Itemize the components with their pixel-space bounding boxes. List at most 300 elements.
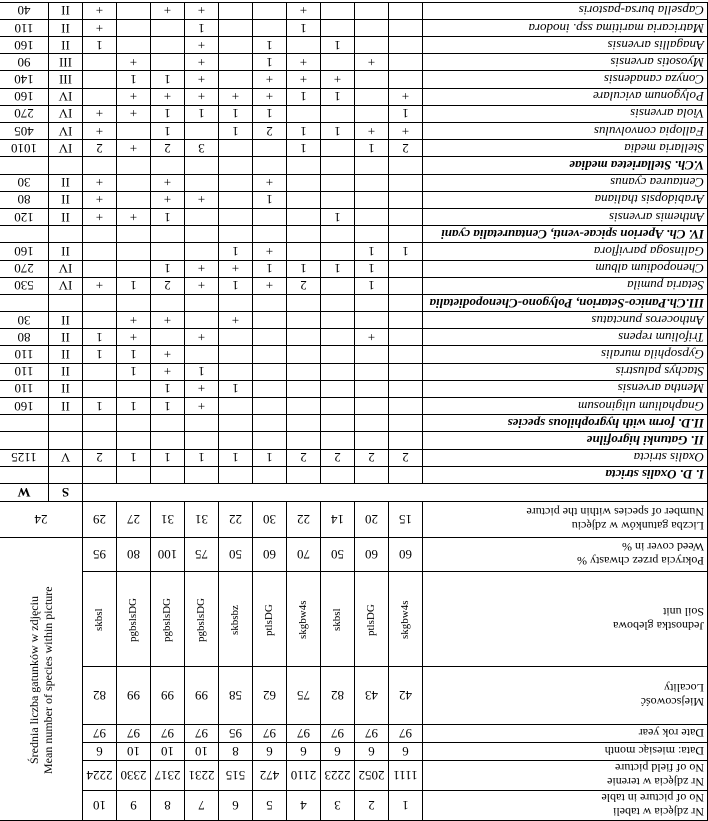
- cover-value-cell: 2: [389, 140, 423, 157]
- cover-value-cell: 1: [355, 140, 389, 157]
- empty-cell: [253, 415, 287, 432]
- cover-value-cell: [219, 398, 253, 415]
- cover-value-cell: [117, 2, 151, 19]
- empty-cell: [117, 226, 151, 243]
- cover-value-cell: 1: [253, 260, 287, 277]
- species-name: Mentha arvensis: [423, 380, 708, 397]
- cover-value-cell: [355, 209, 389, 226]
- constancy-class-cell: IV: [49, 88, 83, 105]
- empty-cell: [355, 466, 389, 483]
- group-row: [0, 226, 708, 243]
- header-value-cell: 8: [151, 791, 185, 821]
- cover-value-cell: [219, 209, 253, 226]
- cover-value-cell: [321, 277, 355, 294]
- cover-value-cell: [355, 380, 389, 397]
- species-count-cell: 22: [219, 502, 253, 538]
- soil-unit-cell: [151, 572, 185, 667]
- empty-cell: [151, 432, 185, 449]
- species-row: [0, 37, 708, 54]
- cover-value-cell: 1: [253, 105, 287, 122]
- species-name: Myosotis arvensis: [423, 54, 708, 71]
- species-name: Anthemis arvensis: [423, 209, 708, 226]
- header-row-label: Miejscowość Locality: [423, 667, 708, 725]
- cover-value-cell: 1: [151, 209, 185, 226]
- empty-cell: [185, 432, 219, 449]
- header-value-cell: 2224: [83, 761, 117, 791]
- species-count-cell: 14: [321, 502, 355, 538]
- header-row: [0, 725, 708, 743]
- header-value-cell: 6: [83, 743, 117, 761]
- species-name: Matricaria maritima ssp. inodora: [423, 19, 708, 36]
- cover-value-cell: [389, 54, 423, 71]
- species-row: [0, 312, 708, 329]
- cover-value-cell: [253, 19, 287, 36]
- cover-value-cell: +: [83, 209, 117, 226]
- cover-value-cell: [253, 346, 287, 363]
- cover-value-cell: 1: [219, 123, 253, 140]
- empty-cell: [49, 466, 83, 483]
- cover-value-cell: 1: [287, 19, 321, 36]
- cover-value-cell: [287, 243, 321, 260]
- cover-value-cell: [389, 277, 423, 294]
- empty-cell: [287, 226, 321, 243]
- cover-value-cell: +: [185, 2, 219, 19]
- soil-unit-cell: [117, 572, 151, 667]
- weed-cover-row: [0, 538, 708, 572]
- cover-value-cell: [389, 260, 423, 277]
- soil-unit-cell: [185, 572, 219, 667]
- cover-value-cell: [151, 19, 185, 36]
- empty-cell: [321, 226, 355, 243]
- species-row: [0, 105, 708, 122]
- cover-value-cell: [151, 243, 185, 260]
- species-count-mean: 24: [0, 502, 83, 538]
- species-count-row: [0, 502, 708, 538]
- cover-value-cell: 1: [321, 88, 355, 105]
- cover-value-cell: 1: [287, 123, 321, 140]
- species-row: [0, 363, 708, 380]
- constancy-class-cell: III: [49, 54, 83, 71]
- cover-value-cell: +: [151, 312, 185, 329]
- header-value-cell: 97: [253, 725, 287, 743]
- header-value-cell: 6: [253, 743, 287, 761]
- empty-cell: [185, 294, 219, 311]
- cover-value-cell: [389, 312, 423, 329]
- cover-value-cell: 1: [253, 54, 287, 71]
- cover-value-cell: [253, 398, 287, 415]
- constancy-class-cell: IV: [49, 123, 83, 140]
- empty-cell: [219, 466, 253, 483]
- group-label: III.Ch.Panico-Setarion, Polygono-Chenopodietalia: [423, 294, 708, 311]
- cover-value-cell: +: [151, 191, 185, 208]
- soil-unit-code: skbsl: [93, 608, 105, 632]
- cover-value-cell: +: [287, 2, 321, 19]
- cover-value-cell: [389, 363, 423, 380]
- empty-cell: [219, 415, 253, 432]
- cover-value-cell: [287, 329, 321, 346]
- species-row: [0, 19, 708, 36]
- empty-cell: [0, 466, 49, 483]
- cover-value-cell: [389, 346, 423, 363]
- cover-coefficient-cell: 110: [0, 346, 49, 363]
- header-value-cell: 58: [219, 667, 253, 725]
- cover-value-cell: [151, 329, 185, 346]
- soil-unit-cell: [83, 572, 117, 667]
- cover-coefficient-cell: 160: [0, 37, 49, 54]
- header-row: [0, 667, 708, 725]
- species-row: [0, 277, 708, 294]
- cover-value-cell: [185, 243, 219, 260]
- group-row: [0, 466, 708, 483]
- mean-species-label-cell: [0, 538, 83, 821]
- group-label: V.Ch. Stellarietea mediae: [423, 157, 708, 174]
- empty-cell: [117, 415, 151, 432]
- cover-value-cell: [219, 54, 253, 71]
- empty-cell: [83, 157, 117, 174]
- constancy-class-cell: IV: [49, 140, 83, 157]
- cover-value-cell: 2: [151, 140, 185, 157]
- cover-value-cell: 1: [185, 19, 219, 36]
- empty-cell: [117, 157, 151, 174]
- cover-value-cell: [287, 105, 321, 122]
- species-count-cell: 27: [117, 502, 151, 538]
- cover-value-cell: [321, 54, 355, 71]
- cover-value-cell: [287, 398, 321, 415]
- empty-cell: [355, 294, 389, 311]
- weed-cover-cell: 95: [83, 538, 117, 572]
- empty-cell: [389, 432, 423, 449]
- constancy-class-cell: IV: [49, 277, 83, 294]
- species-count-label: Liczba gatunków w zdjęciu Number of species within the picture: [423, 502, 708, 538]
- empty-cell: [219, 157, 253, 174]
- empty-cell: [389, 415, 423, 432]
- cover-value-cell: 1: [219, 243, 253, 260]
- cover-coefficient-cell: 30: [0, 174, 49, 191]
- header-value-cell: 75: [287, 667, 321, 725]
- cover-coefficient-cell: 140: [0, 71, 49, 88]
- header-value-cell: 6: [389, 743, 423, 761]
- header-value-cell: 6: [321, 743, 355, 761]
- header-value-cell: 6: [219, 791, 253, 821]
- cover-value-cell: 2: [253, 123, 287, 140]
- cover-value-cell: +: [151, 346, 185, 363]
- cover-value-cell: [389, 71, 423, 88]
- cover-value-cell: [321, 329, 355, 346]
- species-name: Centaurea cyanus: [423, 174, 708, 191]
- cover-value-cell: +: [83, 174, 117, 191]
- species-row: [0, 260, 708, 277]
- cover-value-cell: +: [355, 329, 389, 346]
- cover-coefficient-cell: 30: [0, 312, 49, 329]
- cover-value-cell: [287, 191, 321, 208]
- empty-cell: [355, 226, 389, 243]
- empty-cell: [253, 157, 287, 174]
- header-value-cell: 6: [355, 743, 389, 761]
- empty-cell: [0, 157, 49, 174]
- cover-value-cell: [287, 312, 321, 329]
- cover-value-cell: [253, 2, 287, 19]
- cover-value-cell: [321, 380, 355, 397]
- cover-value-cell: [287, 37, 321, 54]
- releve-table: [0, 2, 708, 821]
- cover-value-cell: 1: [389, 243, 423, 260]
- cover-value-cell: 1: [355, 277, 389, 294]
- soil-unit-cell: [355, 572, 389, 667]
- header-value-cell: 9: [117, 791, 151, 821]
- cover-value-cell: [83, 243, 117, 260]
- empty-cell: [389, 294, 423, 311]
- empty-cell: [321, 157, 355, 174]
- cover-value-cell: [117, 380, 151, 397]
- header-value-cell: 2110: [287, 761, 321, 791]
- cover-value-cell: [117, 174, 151, 191]
- cover-value-cell: 1: [151, 380, 185, 397]
- cover-coefficient-cell: 270: [0, 260, 49, 277]
- sw-header-row: [0, 484, 708, 502]
- cover-value-cell: [389, 19, 423, 36]
- cover-value-cell: +: [185, 380, 219, 397]
- header-row-label: Data: miesiąc month: [423, 743, 708, 761]
- empty-cell: [83, 294, 117, 311]
- group-row: [0, 157, 708, 174]
- cover-value-cell: 1: [389, 105, 423, 122]
- header-value-cell: 10: [151, 743, 185, 761]
- species-count-cell: 31: [151, 502, 185, 538]
- constancy-class-cell: II: [49, 209, 83, 226]
- header-value-cell: 472: [253, 761, 287, 791]
- empty-cell: [151, 415, 185, 432]
- species-name: Galinsoga parviflora: [423, 243, 708, 260]
- cover-value-cell: +: [117, 312, 151, 329]
- empty-cell: [321, 415, 355, 432]
- group-label: II.D. form with hygrophilous species: [423, 415, 708, 432]
- cover-value-cell: +: [253, 174, 287, 191]
- empty-cell: [185, 226, 219, 243]
- cover-value-cell: [83, 363, 117, 380]
- species-name: Capsella bursa-pastoris: [423, 2, 708, 19]
- cover-value-cell: +: [185, 277, 219, 294]
- cover-value-cell: 2: [151, 277, 185, 294]
- empty-cell: [355, 432, 389, 449]
- cover-value-cell: [219, 37, 253, 54]
- cover-value-cell: 1: [219, 380, 253, 397]
- cover-value-cell: +: [185, 54, 219, 71]
- cover-value-cell: 2: [355, 449, 389, 466]
- cover-value-cell: [287, 380, 321, 397]
- empty-cell: [0, 226, 49, 243]
- empty-cell: [389, 466, 423, 483]
- cover-value-cell: 1: [253, 37, 287, 54]
- cover-value-cell: 1: [253, 191, 287, 208]
- cover-value-cell: +: [287, 54, 321, 71]
- header-value-cell: 8: [219, 743, 253, 761]
- header-value-cell: 1111: [389, 761, 423, 791]
- cover-value-cell: [355, 398, 389, 415]
- cover-coefficient-cell: 1125: [0, 449, 49, 466]
- header-value-cell: 10: [83, 791, 117, 821]
- cover-value-cell: +: [253, 277, 287, 294]
- species-count-cell: 20: [355, 502, 389, 538]
- header-value-cell: 10: [185, 743, 219, 761]
- constancy-class-cell: II: [49, 346, 83, 363]
- species-row: [0, 449, 708, 466]
- cover-value-cell: +: [185, 191, 219, 208]
- constancy-class-cell: II: [49, 19, 83, 36]
- cover-coefficient-cell: 160: [0, 88, 49, 105]
- constancy-class-cell: II: [49, 398, 83, 415]
- cover-value-cell: [287, 363, 321, 380]
- cover-value-cell: [321, 191, 355, 208]
- header-row-label: Date rok year: [423, 725, 708, 743]
- cover-value-cell: [219, 71, 253, 88]
- cover-value-cell: [389, 329, 423, 346]
- cover-coefficient-cell: 160: [0, 398, 49, 415]
- species-name: Anagallis arvensis: [423, 37, 708, 54]
- cover-value-cell: +: [185, 71, 219, 88]
- cover-value-cell: [185, 209, 219, 226]
- empty-cell: [49, 226, 83, 243]
- group-label: II. Gatunki higrofilne: [423, 432, 708, 449]
- cover-value-cell: [389, 380, 423, 397]
- species-count-cell: 29: [83, 502, 117, 538]
- header-value-cell: 6: [287, 743, 321, 761]
- weed-cover-cell: 80: [117, 538, 151, 572]
- cover-value-cell: 1: [219, 277, 253, 294]
- cover-value-cell: [185, 123, 219, 140]
- header-value-cell: 97: [83, 725, 117, 743]
- cover-value-cell: [117, 19, 151, 36]
- empty-cell: [219, 226, 253, 243]
- column-s-header: S: [49, 484, 83, 502]
- soil-unit-label: Jednostka glebowa Soil unit: [423, 572, 708, 667]
- species-name: Gnaphalium uliginosum: [423, 398, 708, 415]
- header-value-cell: 99: [117, 667, 151, 725]
- empty-cell: [355, 415, 389, 432]
- empty-cell: [151, 466, 185, 483]
- cover-value-cell: +: [185, 398, 219, 415]
- header-value-cell: 2231: [185, 761, 219, 791]
- species-row: [0, 140, 708, 157]
- weed-cover-label: Pokrycia przez chwasty % Weed cover in %: [423, 538, 708, 572]
- constancy-class-cell: III: [49, 71, 83, 88]
- cover-value-cell: +: [83, 2, 117, 19]
- group-row: [0, 294, 708, 311]
- species-name: Trifolium repens: [423, 329, 708, 346]
- header-value-cell: 97: [287, 725, 321, 743]
- cover-coefficient-cell: 1010: [0, 140, 49, 157]
- empty-cell: [49, 432, 83, 449]
- cover-value-cell: [185, 174, 219, 191]
- sw-spacer: [83, 484, 708, 502]
- empty-cell: [253, 432, 287, 449]
- cover-value-cell: [355, 363, 389, 380]
- cover-value-cell: +: [253, 243, 287, 260]
- empty-cell: [83, 415, 117, 432]
- cover-value-cell: [83, 312, 117, 329]
- species-name: Setaria pumila: [423, 277, 708, 294]
- species-name: Anthoceros punctatus: [423, 312, 708, 329]
- cover-value-cell: 1: [151, 71, 185, 88]
- cover-value-cell: +: [151, 2, 185, 19]
- cover-value-cell: 1: [355, 243, 389, 260]
- constancy-class-cell: II: [49, 380, 83, 397]
- cover-value-cell: 2: [287, 449, 321, 466]
- cover-value-cell: +: [151, 363, 185, 380]
- header-value-cell: 62: [253, 667, 287, 725]
- cover-coefficient-cell: 530: [0, 277, 49, 294]
- empty-cell: [287, 466, 321, 483]
- species-row: [0, 329, 708, 346]
- soil-unit-code: pgbslsDG: [195, 598, 207, 643]
- cover-value-cell: 2: [83, 140, 117, 157]
- cover-value-cell: 1: [287, 140, 321, 157]
- header-value-cell: 97: [151, 725, 185, 743]
- empty-cell: [49, 415, 83, 432]
- cover-value-cell: [83, 260, 117, 277]
- weed-cover-cell: 100: [151, 538, 185, 572]
- cover-value-cell: 1: [117, 277, 151, 294]
- header-row: [0, 791, 708, 821]
- cover-value-cell: 2: [321, 449, 355, 466]
- cover-value-cell: [355, 71, 389, 88]
- empty-cell: [49, 157, 83, 174]
- cover-value-cell: [355, 2, 389, 19]
- cover-value-cell: [83, 380, 117, 397]
- cover-value-cell: [83, 54, 117, 71]
- header-row: [0, 761, 708, 791]
- soil-unit-code: skbsl: [331, 608, 343, 632]
- cover-value-cell: +: [117, 88, 151, 105]
- constancy-class-cell: II: [49, 191, 83, 208]
- cover-value-cell: +: [185, 329, 219, 346]
- column-w-header: W: [0, 484, 49, 502]
- cover-value-cell: [117, 191, 151, 208]
- header-value-cell: 82: [321, 667, 355, 725]
- weed-cover-cell: 60: [355, 538, 389, 572]
- cover-value-cell: +: [253, 88, 287, 105]
- species-count-cell: 31: [185, 502, 219, 538]
- cover-value-cell: 1: [219, 449, 253, 466]
- cover-coefficient-cell: 90: [0, 54, 49, 71]
- species-row: [0, 54, 708, 71]
- cover-value-cell: [321, 243, 355, 260]
- cover-value-cell: 1: [151, 105, 185, 122]
- empty-cell: [253, 226, 287, 243]
- cover-value-cell: [321, 398, 355, 415]
- empty-cell: [185, 415, 219, 432]
- header-row-label: Nr zdjęcia w tabeli No of picture in table: [423, 791, 708, 821]
- header-value-cell: 42: [389, 667, 423, 725]
- cover-value-cell: [253, 329, 287, 346]
- cover-coefficient-cell: 110: [0, 380, 49, 397]
- cover-value-cell: 1: [321, 123, 355, 140]
- soil-unit-row: [0, 572, 708, 667]
- species-row: [0, 346, 708, 363]
- cover-value-cell: +: [355, 123, 389, 140]
- cover-value-cell: +: [389, 88, 423, 105]
- header-value-cell: 99: [185, 667, 219, 725]
- cover-value-cell: 1: [117, 71, 151, 88]
- cover-value-cell: 1: [83, 329, 117, 346]
- soil-unit-code: skgbw4s: [399, 600, 411, 640]
- soil-unit-code: skgbw4s: [297, 600, 309, 640]
- soil-unit-cell: [321, 572, 355, 667]
- cover-value-cell: +: [117, 209, 151, 226]
- empty-cell: [151, 226, 185, 243]
- species-row: [0, 123, 708, 140]
- cover-value-cell: [287, 174, 321, 191]
- cover-value-cell: [219, 2, 253, 19]
